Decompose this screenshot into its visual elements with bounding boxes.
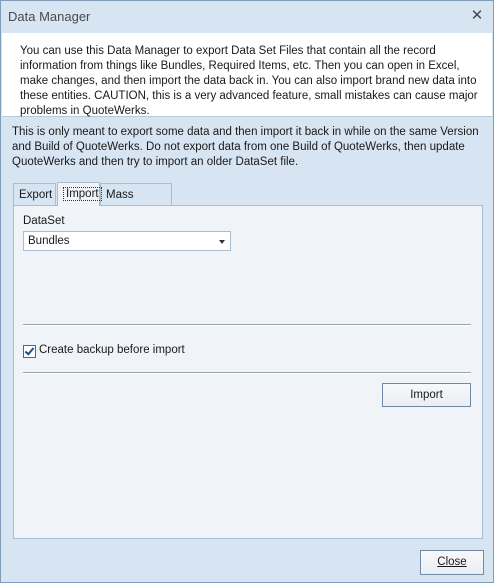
divider — [23, 324, 471, 326]
warning-text: This is only meant to export some data and then import it back in while on the same Version and Build of QuoteWerks. Do not export data from one Build of QuoteWerks, then update QuoteWerks and then try to import an older DataSet file. — [12, 126, 479, 168]
tab-import[interactable] — [57, 182, 100, 206]
backup-checkbox[interactable] — [23, 345, 36, 358]
checkmark-icon — [25, 345, 35, 355]
intro-text: You can use this Data Manager to export Data Set Files that contain all the record information from things like Bundles, Required Items, etc. Then you can open in Excel, make changes, and then import the data back in. You can also import brand new data into these entities. CAUTION, this is a very advanced feature, small mistakes can cause major problems in QuoteWerks. — [20, 45, 478, 117]
import-tab-panel — [13, 205, 483, 539]
dataset-select-value: Bundles — [28, 235, 70, 247]
close-button[interactable] — [420, 550, 484, 575]
title-bar — [1, 1, 493, 33]
dataset-label: DataSet — [23, 215, 65, 227]
dataset-select[interactable] — [23, 231, 231, 251]
tab-import-label: Import — [63, 187, 102, 201]
divider — [23, 372, 471, 374]
close-button-label: Close — [437, 556, 467, 568]
window-title: Data Manager — [8, 9, 91, 24]
backup-checkbox-label[interactable]: Create backup before import — [39, 344, 185, 356]
tab-export[interactable]: Export — [13, 183, 56, 205]
tab-mass-update[interactable]: Mass — [100, 183, 172, 205]
intro-panel — [2, 33, 492, 117]
import-button[interactable]: Import — [382, 383, 471, 407]
chevron-down-icon — [219, 240, 225, 244]
close-icon[interactable]: ✕ — [470, 7, 484, 24]
